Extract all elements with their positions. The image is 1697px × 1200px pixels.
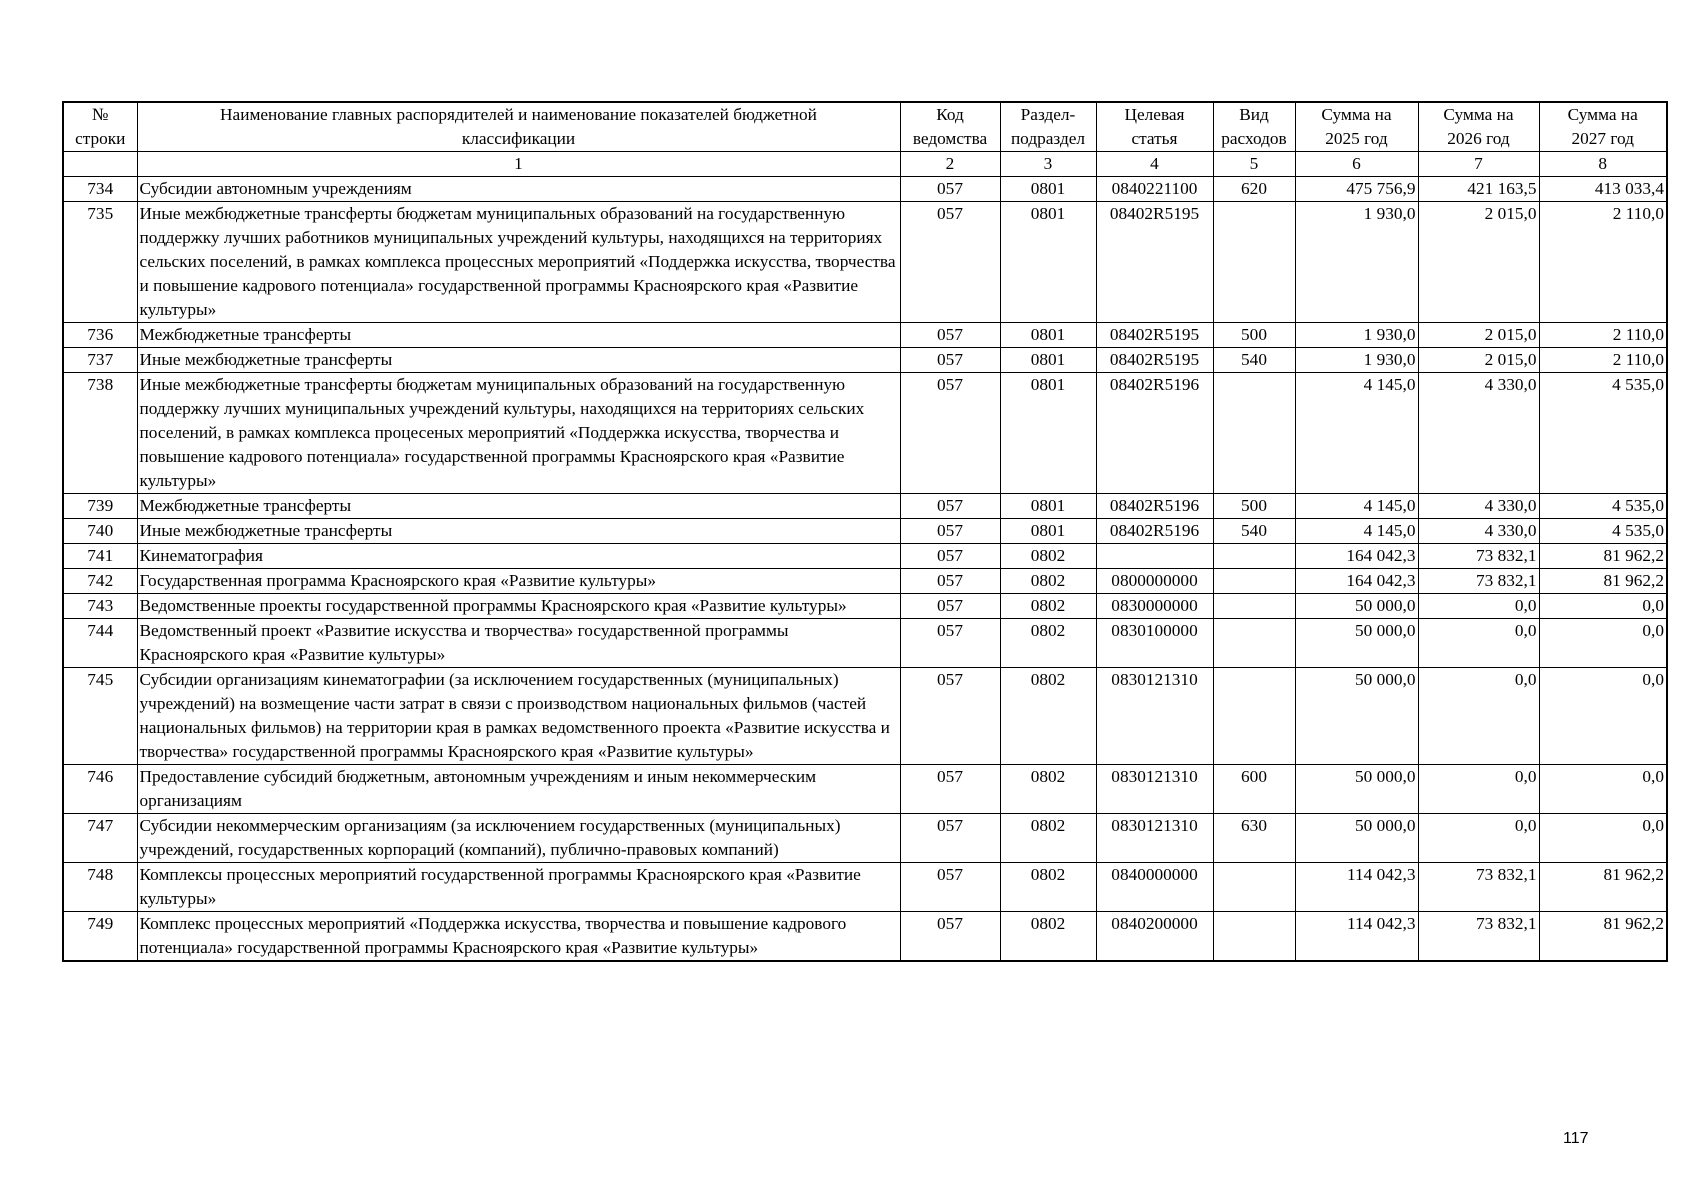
row-expense-type-cell	[1213, 202, 1295, 323]
row-number-cell: 738	[63, 373, 137, 494]
header-expense-type: Вид расходов	[1213, 102, 1295, 152]
row-target-cell: 08402R5196	[1096, 519, 1213, 544]
column-number-empty	[63, 152, 137, 177]
row-sum-2026-cell: 4 330,0	[1418, 519, 1539, 544]
row-section-cell: 0802	[1000, 863, 1096, 912]
row-expense-type-cell	[1213, 569, 1295, 594]
row-sum-2026-cell: 2 015,0	[1418, 348, 1539, 373]
row-sum-2026-cell: 73 832,1	[1418, 569, 1539, 594]
row-target-cell: 08402R5195	[1096, 348, 1213, 373]
row-sum-2027-cell: 2 110,0	[1539, 348, 1667, 373]
column-number: 1	[137, 152, 900, 177]
row-number-cell: 746	[63, 765, 137, 814]
row-number-cell: 749	[63, 912, 137, 962]
row-target-cell: 0800000000	[1096, 569, 1213, 594]
row-sum-2025-cell: 4 145,0	[1295, 519, 1418, 544]
row-target-cell	[1096, 544, 1213, 569]
row-sum-2027-cell: 2 110,0	[1539, 323, 1667, 348]
row-number-cell: 748	[63, 863, 137, 912]
row-sum-2027-cell: 81 962,2	[1539, 912, 1667, 962]
header-row-no: № строки	[63, 102, 137, 152]
row-target-cell: 08402R5195	[1096, 202, 1213, 323]
row-sum-2027-cell: 0,0	[1539, 668, 1667, 765]
column-number: 7	[1418, 152, 1539, 177]
row-sum-2026-cell: 0,0	[1418, 765, 1539, 814]
header-target: Целевая статья	[1096, 102, 1213, 152]
row-sum-2025-cell: 1 930,0	[1295, 202, 1418, 323]
row-sum-2027-cell: 0,0	[1539, 765, 1667, 814]
table-row	[63, 619, 1667, 668]
row-section-cell: 0802	[1000, 765, 1096, 814]
row-section-cell: 0801	[1000, 202, 1096, 323]
column-number: 3	[1000, 152, 1096, 177]
row-name-cell: Предоставление субсидий бюджетным, автономным учреждениям и иным некоммерческим организациям	[137, 765, 900, 814]
row-name-cell: Кинематография	[137, 544, 900, 569]
row-name-cell: Субсидии организациям кинематографии (за исключением государственных (муниципальных) учреждений) на возмещение части затрат в связи с производством национальных фильмов (частей национальных фильмов) на территории края в рамках ведомственного проекта «Развитие искусства и творчества» государственной программы Красноярского края «Развитие культуры»	[137, 668, 900, 765]
row-section-cell: 0802	[1000, 569, 1096, 594]
table-row	[63, 668, 1667, 765]
row-name-cell: Комплексы процессных мероприятий государственной программы Красноярского края «Развитие культуры»	[137, 863, 900, 912]
table-row	[63, 814, 1667, 863]
row-target-cell: 0830000000	[1096, 594, 1213, 619]
row-target-cell: 08402R5195	[1096, 323, 1213, 348]
row-expense-type-cell	[1213, 863, 1295, 912]
row-name-cell: Межбюджетные трансферты	[137, 494, 900, 519]
row-section-cell: 0802	[1000, 619, 1096, 668]
row-dept-code-cell: 057	[900, 323, 1000, 348]
row-dept-code-cell: 057	[900, 594, 1000, 619]
row-expense-type-cell	[1213, 544, 1295, 569]
row-expense-type-cell: 630	[1213, 814, 1295, 863]
row-sum-2027-cell: 0,0	[1539, 619, 1667, 668]
column-number: 2	[900, 152, 1000, 177]
row-sum-2027-cell: 2 110,0	[1539, 202, 1667, 323]
page-number: 117	[1563, 1130, 1589, 1147]
row-dept-code-cell: 057	[900, 177, 1000, 202]
row-sum-2027-cell: 413 033,4	[1539, 177, 1667, 202]
row-sum-2027-cell: 4 535,0	[1539, 519, 1667, 544]
row-number-cell: 734	[63, 177, 137, 202]
row-sum-2025-cell: 114 042,3	[1295, 912, 1418, 962]
row-number-cell: 744	[63, 619, 137, 668]
row-sum-2026-cell: 0,0	[1418, 668, 1539, 765]
row-name-cell: Иные межбюджетные трансферты	[137, 348, 900, 373]
column-number: 4	[1096, 152, 1213, 177]
table-row	[63, 863, 1667, 912]
table-row	[63, 177, 1667, 202]
row-section-cell: 0801	[1000, 373, 1096, 494]
row-dept-code-cell: 057	[900, 494, 1000, 519]
row-number-cell: 741	[63, 544, 137, 569]
row-name-cell: Межбюджетные трансферты	[137, 323, 900, 348]
row-sum-2027-cell: 4 535,0	[1539, 373, 1667, 494]
row-section-cell: 0801	[1000, 348, 1096, 373]
row-target-cell: 0830100000	[1096, 619, 1213, 668]
row-sum-2027-cell: 0,0	[1539, 594, 1667, 619]
row-section-cell: 0802	[1000, 814, 1096, 863]
row-section-cell: 0801	[1000, 494, 1096, 519]
row-target-cell: 0840221100	[1096, 177, 1213, 202]
row-sum-2025-cell: 164 042,3	[1295, 544, 1418, 569]
row-sum-2025-cell: 1 930,0	[1295, 323, 1418, 348]
row-sum-2025-cell: 164 042,3	[1295, 569, 1418, 594]
row-section-cell: 0802	[1000, 544, 1096, 569]
header-sum-2025: Сумма на 2025 год	[1295, 102, 1418, 152]
row-sum-2027-cell: 81 962,2	[1539, 569, 1667, 594]
row-sum-2025-cell: 50 000,0	[1295, 814, 1418, 863]
table-row	[63, 569, 1667, 594]
row-sum-2026-cell: 73 832,1	[1418, 544, 1539, 569]
row-expense-type-cell	[1213, 912, 1295, 962]
row-sum-2026-cell: 73 832,1	[1418, 912, 1539, 962]
row-name-cell: Иные межбюджетные трансферты бюджетам муниципальных образований на государственную поддержку лучших муниципальных учреждений культуры, находящихся на территориях сельских поселений, в рамках комплекса процесеных мероприятий «Поддержка искусства, творчества и повышение кадрового потенциала» государственной программы Красноярского края «Развитие культуры»	[137, 373, 900, 494]
row-dept-code-cell: 057	[900, 202, 1000, 323]
row-target-cell: 0840200000	[1096, 912, 1213, 962]
row-sum-2027-cell: 0,0	[1539, 814, 1667, 863]
row-name-cell: Субсидии автономным учреждениям	[137, 177, 900, 202]
row-sum-2025-cell: 4 145,0	[1295, 373, 1418, 494]
row-sum-2026-cell: 0,0	[1418, 619, 1539, 668]
row-target-cell: 0840000000	[1096, 863, 1213, 912]
row-dept-code-cell: 057	[900, 619, 1000, 668]
row-sum-2026-cell: 4 330,0	[1418, 373, 1539, 494]
row-dept-code-cell: 057	[900, 544, 1000, 569]
row-section-cell: 0801	[1000, 323, 1096, 348]
row-sum-2026-cell: 421 163,5	[1418, 177, 1539, 202]
row-dept-code-cell: 057	[900, 373, 1000, 494]
row-sum-2026-cell: 0,0	[1418, 594, 1539, 619]
table-row	[63, 348, 1667, 373]
row-name-cell: Ведомственный проект «Развитие искусства и творчества» государственной программы Красноярского края «Развитие культуры»	[137, 619, 900, 668]
row-sum-2025-cell: 50 000,0	[1295, 619, 1418, 668]
row-number-cell: 742	[63, 569, 137, 594]
row-name-cell: Иные межбюджетные трансферты бюджетам муниципальных образований на государственную поддержку лучших работников муниципальных учреждений культуры, находящихся на территориях сельских поселений, в рамках комплекса процессных мероприятий «Поддержка искусства, творчества и повышение кадрового потенциала» государственной программы Красноярского края «Развитие культуры»	[137, 202, 900, 323]
row-target-cell: 0830121310	[1096, 765, 1213, 814]
row-number-cell: 745	[63, 668, 137, 765]
row-section-cell: 0802	[1000, 912, 1096, 962]
table-row	[63, 594, 1667, 619]
row-number-cell: 740	[63, 519, 137, 544]
column-numbers-row	[63, 152, 1667, 177]
table-header-row	[63, 102, 1667, 152]
header-sum-2026: Сумма на 2026 год	[1418, 102, 1539, 152]
row-sum-2026-cell: 0,0	[1418, 814, 1539, 863]
row-name-cell: Комплекс процессных мероприятий «Поддержка искусства, творчества и повышение кадрового потенциала» государственной программы Красноярского края «Развитие культуры»	[137, 912, 900, 962]
row-expense-type-cell: 500	[1213, 494, 1295, 519]
column-number: 5	[1213, 152, 1295, 177]
row-target-cell: 08402R5196	[1096, 494, 1213, 519]
column-number: 6	[1295, 152, 1418, 177]
row-sum-2025-cell: 50 000,0	[1295, 668, 1418, 765]
row-section-cell: 0802	[1000, 668, 1096, 765]
row-sum-2026-cell: 4 330,0	[1418, 494, 1539, 519]
table-row	[63, 912, 1667, 962]
row-sum-2027-cell: 4 535,0	[1539, 494, 1667, 519]
table-row	[63, 494, 1667, 519]
row-target-cell: 08402R5196	[1096, 373, 1213, 494]
row-number-cell: 737	[63, 348, 137, 373]
row-number-cell: 736	[63, 323, 137, 348]
row-expense-type-cell	[1213, 594, 1295, 619]
row-target-cell: 0830121310	[1096, 814, 1213, 863]
row-name-cell: Ведомственные проекты государственной программы Красноярского края «Развитие культуры»	[137, 594, 900, 619]
row-number-cell: 743	[63, 594, 137, 619]
header-section: Раздел-подраздел	[1000, 102, 1096, 152]
row-section-cell: 0802	[1000, 594, 1096, 619]
header-sum-2027: Сумма на 2027 год	[1539, 102, 1667, 152]
row-dept-code-cell: 057	[900, 765, 1000, 814]
row-dept-code-cell: 057	[900, 912, 1000, 962]
row-section-cell: 0801	[1000, 519, 1096, 544]
budget-table	[62, 101, 1668, 962]
row-sum-2025-cell: 114 042,3	[1295, 863, 1418, 912]
table-row	[63, 373, 1667, 494]
row-sum-2025-cell: 50 000,0	[1295, 594, 1418, 619]
row-expense-type-cell: 600	[1213, 765, 1295, 814]
row-sum-2026-cell: 2 015,0	[1418, 323, 1539, 348]
row-expense-type-cell: 500	[1213, 323, 1295, 348]
row-number-cell: 739	[63, 494, 137, 519]
row-number-cell: 747	[63, 814, 137, 863]
column-number: 8	[1539, 152, 1667, 177]
row-sum-2027-cell: 81 962,2	[1539, 544, 1667, 569]
table-row	[63, 765, 1667, 814]
row-name-cell: Иные межбюджетные трансферты	[137, 519, 900, 544]
table-row	[63, 202, 1667, 323]
row-expense-type-cell: 540	[1213, 348, 1295, 373]
header-dept-code: Код ведомства	[900, 102, 1000, 152]
row-dept-code-cell: 057	[900, 519, 1000, 544]
table-row	[63, 544, 1667, 569]
row-sum-2025-cell: 475 756,9	[1295, 177, 1418, 202]
row-expense-type-cell: 620	[1213, 177, 1295, 202]
row-sum-2025-cell: 1 930,0	[1295, 348, 1418, 373]
row-expense-type-cell	[1213, 619, 1295, 668]
row-sum-2026-cell: 73 832,1	[1418, 863, 1539, 912]
row-dept-code-cell: 057	[900, 814, 1000, 863]
row-sum-2025-cell: 50 000,0	[1295, 765, 1418, 814]
table-row	[63, 519, 1667, 544]
row-sum-2026-cell: 2 015,0	[1418, 202, 1539, 323]
row-expense-type-cell: 540	[1213, 519, 1295, 544]
row-number-cell: 735	[63, 202, 137, 323]
row-dept-code-cell: 057	[900, 863, 1000, 912]
row-dept-code-cell: 057	[900, 569, 1000, 594]
row-sum-2025-cell: 4 145,0	[1295, 494, 1418, 519]
row-target-cell: 0830121310	[1096, 668, 1213, 765]
table-row	[63, 323, 1667, 348]
row-expense-type-cell	[1213, 668, 1295, 765]
row-dept-code-cell: 057	[900, 668, 1000, 765]
header-name: Наименование главных распорядителей и наименование показателей бюджетной классификации	[137, 102, 900, 152]
row-name-cell: Субсидии некоммерческим организациям (за исключением государственных (муниципальных) учреждений, государственных корпораций (компаний), публично-правовых компаний)	[137, 814, 900, 863]
row-dept-code-cell: 057	[900, 348, 1000, 373]
row-name-cell: Государственная программа Красноярского края «Развитие культуры»	[137, 569, 900, 594]
row-sum-2027-cell: 81 962,2	[1539, 863, 1667, 912]
row-expense-type-cell	[1213, 373, 1295, 494]
row-section-cell: 0801	[1000, 177, 1096, 202]
